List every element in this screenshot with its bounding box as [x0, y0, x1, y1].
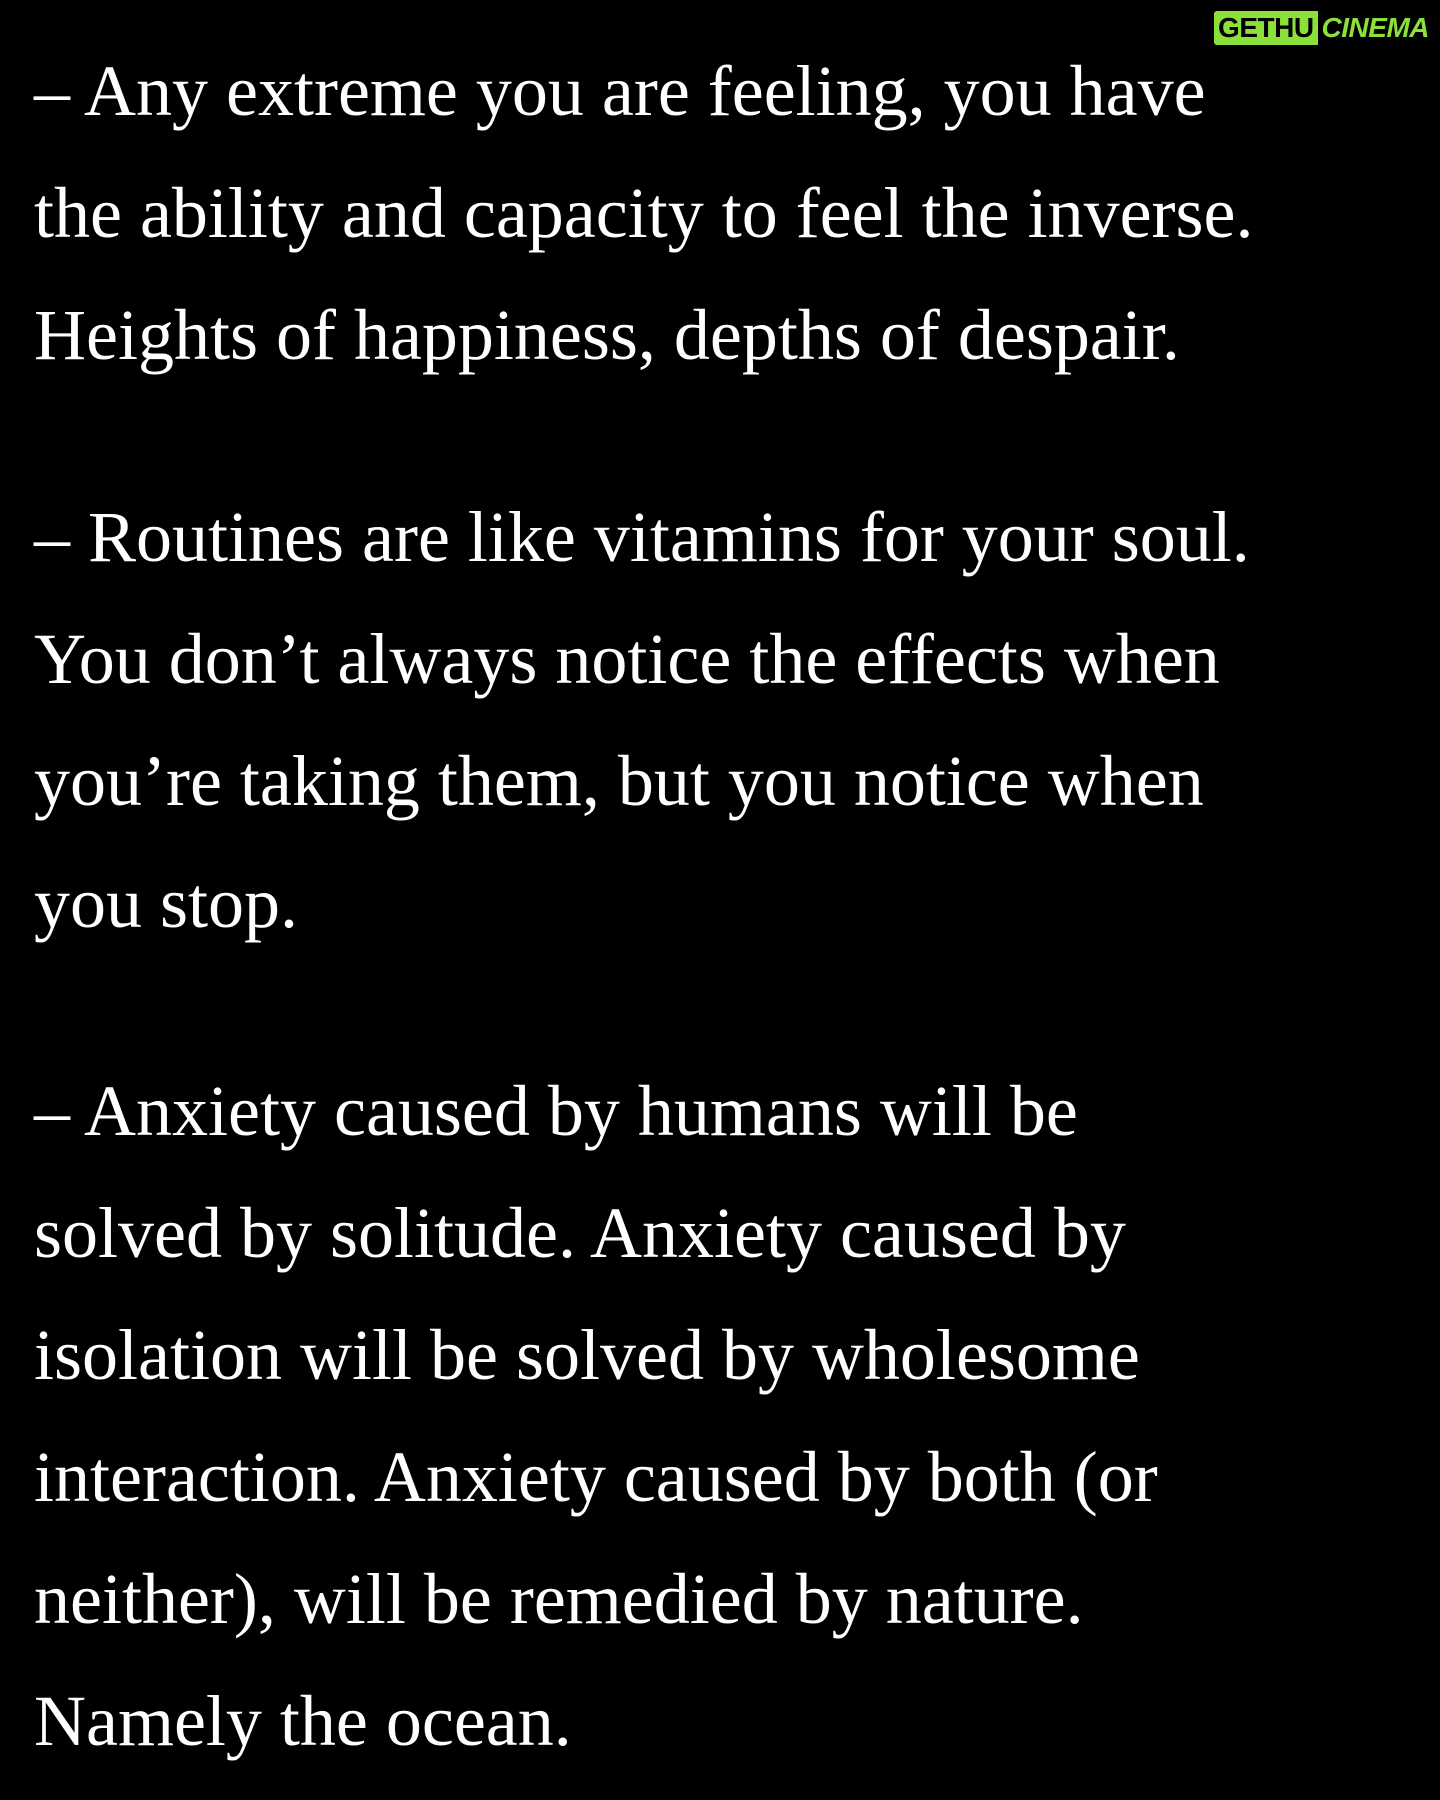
paragraph-2 [34, 476, 1250, 964]
text-line: solved by solitude. Anxiety caused by [34, 1193, 1126, 1273]
text-line: – Anxiety caused by humans will be [34, 1071, 1078, 1151]
text-line: you’re taking them, but you notice when [34, 741, 1204, 821]
text-line: you stop. [34, 863, 299, 943]
paragraph-1 [34, 30, 1254, 396]
text-line: – Any extreme you are feeling, you have [34, 51, 1206, 131]
text-line: Heights of happiness, depths of despair. [34, 295, 1180, 375]
paragraph-3 [34, 1050, 1158, 1782]
text-line: interaction. Anxiety caused by both (or [34, 1437, 1158, 1517]
text-line: – Routines are like vitamins for your soul. [34, 497, 1250, 577]
watermark-part-2: CINEMA [1321, 12, 1429, 43]
text-line: the ability and capacity to feel the inverse. [34, 173, 1254, 253]
text-line: Namely the ocean. [34, 1681, 572, 1761]
text-line: isolation will be solved by wholesome [34, 1315, 1140, 1395]
watermark-part-1: GETHU [1214, 11, 1318, 45]
text-line: You don’t always notice the effects when [34, 619, 1220, 699]
text-line: neither), will be remedied by nature. [34, 1559, 1084, 1639]
